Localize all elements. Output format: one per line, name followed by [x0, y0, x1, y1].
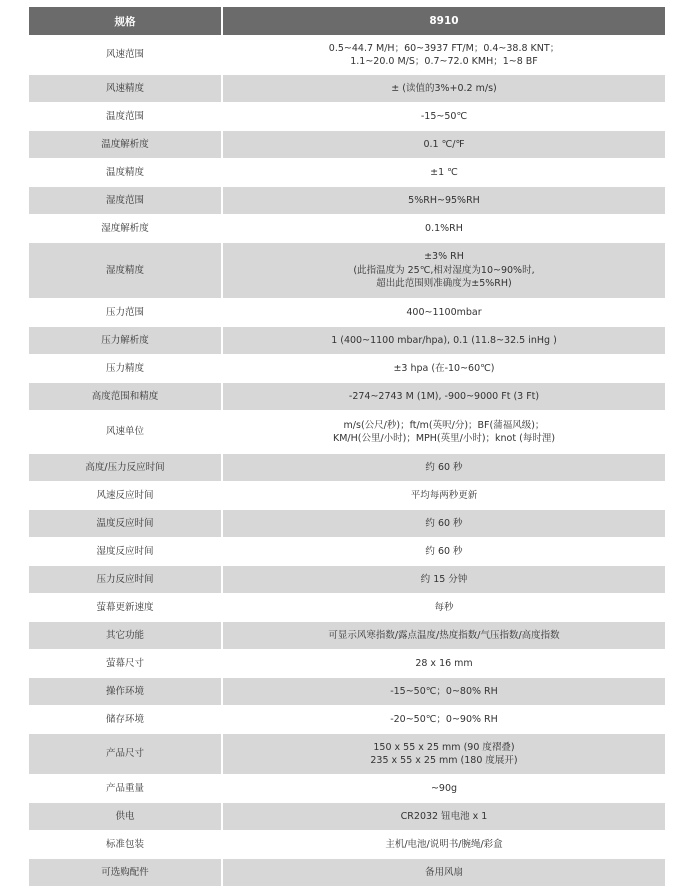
spec-label: 压力反应时间 — [29, 566, 222, 594]
table-row — [29, 538, 665, 566]
spec-value — [222, 482, 665, 510]
spec-value-line: KM/H(公里/小时)；MPH(英里/小时)；knot (每时浬) — [332, 433, 556, 444]
spec-value-line: 可显示风寒指数/露点温度/热度指数/气压指数/高度指数 — [328, 629, 560, 641]
spec-value-line: 150 x 55 x 25 mm (90 度褶叠) — [373, 741, 515, 753]
table-row — [29, 36, 665, 75]
spec-value — [222, 831, 665, 859]
table-row — [29, 131, 665, 159]
spec-value — [222, 566, 665, 594]
table-row — [29, 159, 665, 187]
spec-value-line: -15~50℃；0~80% RH — [390, 685, 498, 697]
spec-value-line: 235 x 55 x 25 mm (180 度展开) — [370, 755, 518, 766]
spec-value-line: 28 x 16 mm — [415, 657, 473, 669]
spec-value-line: CR2032 钮电池 x 1 — [400, 810, 488, 822]
spec-label: 湿度解析度 — [29, 215, 222, 243]
spec-value — [222, 131, 665, 159]
spec-label: 产品重量 — [29, 775, 222, 803]
spec-value-line: ±3 hpa (在-10~60℃) — [393, 362, 495, 374]
table-row — [29, 594, 665, 622]
spec-label: 产品尺寸 — [29, 734, 222, 775]
spec-label: 萤幕尺寸 — [29, 650, 222, 678]
spec-label: 供电 — [29, 803, 222, 831]
table-row — [29, 187, 665, 215]
table-row — [29, 299, 665, 327]
spec-value — [222, 243, 665, 299]
spec-value — [222, 36, 665, 75]
table-row — [29, 411, 665, 454]
spec-value-line: -20~50℃；0~90% RH — [390, 713, 498, 725]
spec-label: 湿度精度 — [29, 243, 222, 299]
table-row — [29, 650, 665, 678]
table-row — [29, 383, 665, 411]
table-row — [29, 566, 665, 594]
spec-label: 压力范围 — [29, 299, 222, 327]
table-row — [29, 327, 665, 355]
table-row — [29, 454, 665, 482]
spec-value-line: 主机/电池/说明书/腕绳/彩盒 — [385, 838, 503, 850]
spec-label: 可选购配件 — [29, 859, 222, 887]
spec-label: 风速单位 — [29, 411, 222, 454]
spec-label: 高度范围和精度 — [29, 383, 222, 411]
table-header-row — [29, 7, 665, 36]
spec-value-line: 0.1 ℃/℉ — [423, 138, 465, 150]
spec-value-line: -15~50℃ — [420, 110, 468, 122]
spec-value-line: ±3% RH — [424, 251, 464, 263]
spec-value-line: -274~2743 M (1M), -900~9000 Ft (3 Ft) — [348, 390, 540, 402]
table-row — [29, 355, 665, 383]
table-row — [29, 803, 665, 831]
table-row — [29, 75, 665, 103]
spec-value — [222, 355, 665, 383]
spec-value-line: m/s(公尺/秒)；ft/m(英呎/分)；BF(蒲福风级)； — [343, 419, 545, 431]
table-row — [29, 706, 665, 734]
spec-label: 温度解析度 — [29, 131, 222, 159]
spec-label: 风速精度 — [29, 75, 222, 103]
spec-value — [222, 734, 665, 775]
spec-value — [222, 187, 665, 215]
spec-value-line: 约 60 秒 — [425, 545, 463, 557]
header-spec: 规格 — [29, 7, 222, 36]
spec-label: 操作环境 — [29, 678, 222, 706]
spec-value — [222, 622, 665, 650]
spec-value — [222, 215, 665, 243]
spec-value — [222, 327, 665, 355]
spec-value-line: 400~1100mbar — [406, 306, 482, 318]
spec-value-line: 约 15 分钟 — [420, 573, 468, 585]
spec-label: 压力解析度 — [29, 327, 222, 355]
spec-value — [222, 803, 665, 831]
table-row — [29, 775, 665, 803]
table-row — [29, 482, 665, 510]
table-row — [29, 678, 665, 706]
spec-value — [222, 706, 665, 734]
spec-value-line: ± (读值的3%+0.2 m/s) — [391, 82, 497, 94]
spec-table — [29, 7, 665, 887]
spec-value-line: 平均每两秒更新 — [410, 489, 478, 501]
spec-value — [222, 650, 665, 678]
spec-value-line: 备用风扇 — [424, 866, 463, 878]
spec-label: 温度范围 — [29, 103, 222, 131]
spec-value-line: 约 60 秒 — [425, 461, 463, 473]
table-row — [29, 243, 665, 299]
spec-value — [222, 299, 665, 327]
spec-label: 压力精度 — [29, 355, 222, 383]
table-row — [29, 510, 665, 538]
table-row — [29, 622, 665, 650]
spec-value — [222, 594, 665, 622]
spec-label: 风速范围 — [29, 36, 222, 75]
table-row — [29, 103, 665, 131]
spec-value-line: 1 (400~1100 mbar/hpa), 0.1 (11.8~32.5 inHg ) — [331, 334, 557, 346]
spec-value — [222, 75, 665, 103]
spec-value-line: (此指温度为 25℃,相对湿度为10~90%时, — [353, 264, 535, 276]
spec-value — [222, 678, 665, 706]
spec-label: 风速反应时间 — [29, 482, 222, 510]
spec-value — [222, 159, 665, 187]
spec-label: 萤幕更新速度 — [29, 594, 222, 622]
spec-value — [222, 775, 665, 803]
spec-value — [222, 103, 665, 131]
spec-value — [222, 859, 665, 887]
spec-label: 高度/压力反应时间 — [29, 454, 222, 482]
table-row — [29, 734, 665, 775]
spec-table-body — [29, 36, 665, 887]
spec-label: 湿度范围 — [29, 187, 222, 215]
spec-value — [222, 510, 665, 538]
spec-value — [222, 454, 665, 482]
spec-value-line: 0.5~44.7 M/H；60~3937 FT/M；0.4~38.8 KNT； — [328, 42, 560, 54]
spec-label: 其它功能 — [29, 622, 222, 650]
table-row — [29, 831, 665, 859]
spec-label: 湿度反应时间 — [29, 538, 222, 566]
spec-value-line: ~90g — [430, 782, 458, 794]
spec-label: 温度精度 — [29, 159, 222, 187]
spec-value-line: 1.1~20.0 M/S；0.7~72.0 KMH；1~8 BF — [350, 56, 538, 67]
spec-value-line: ±1 ℃ — [430, 166, 458, 178]
spec-value-line: 0.1%RH — [425, 222, 463, 234]
table-row — [29, 215, 665, 243]
spec-value — [222, 538, 665, 566]
spec-label: 标准包装 — [29, 831, 222, 859]
spec-value-line: 超出此范围则准确度为±5%RH) — [376, 278, 512, 290]
spec-value — [222, 383, 665, 411]
table-row — [29, 859, 665, 887]
spec-value-line: 约 60 秒 — [425, 517, 463, 529]
spec-value — [222, 411, 665, 454]
spec-label: 温度反应时间 — [29, 510, 222, 538]
spec-value-line: 5%RH~95%RH — [408, 194, 480, 206]
header-model: 8910 — [222, 7, 665, 36]
spec-label: 储存环境 — [29, 706, 222, 734]
spec-value-line: 每秒 — [434, 601, 454, 613]
